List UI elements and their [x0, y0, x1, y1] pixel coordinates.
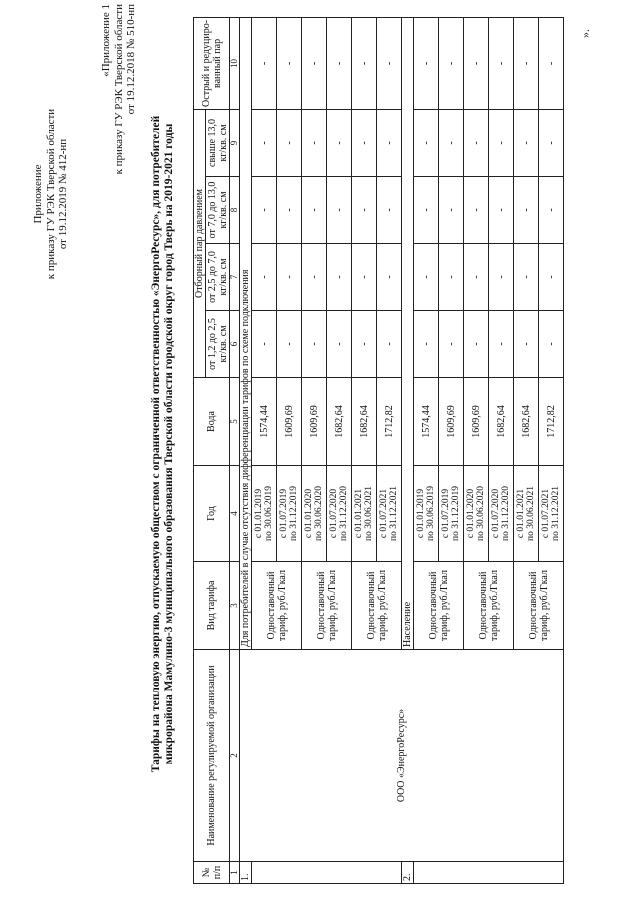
period-cell [302, 466, 327, 562]
water-tariff-value: 1609,69 [302, 378, 327, 466]
column-index: 10 [230, 17, 240, 109]
water-tariff-value: 1682,64 [514, 378, 539, 466]
period-cell [277, 466, 302, 562]
previous-appendix-line: к приказу ГУ РЭК Тверской области [112, 4, 125, 175]
period-cell [489, 466, 514, 562]
period-cell [539, 466, 564, 562]
steam-tariff-value: - [464, 109, 489, 176]
steam-tariff-value: - [302, 177, 327, 244]
period-line: с 01.01.2020 [304, 488, 314, 539]
water-tariff-value: 1712,82 [377, 378, 402, 466]
steam-tariff-value: - [377, 177, 402, 244]
steam-tariff-value: - [277, 109, 302, 176]
period-line: по 31.12.2020 [501, 486, 511, 541]
header-num: № п/п [194, 862, 230, 884]
period-line: с 01.07.2020 [491, 488, 501, 539]
steam-tariff-value: - [489, 311, 514, 378]
steam-tariff-value: - [277, 177, 302, 244]
tariff-type: Одноставочный тариф, руб./Гкал [252, 562, 302, 650]
previous-appendix-line: от 19.12.2018 № 510-нп [125, 4, 137, 115]
steam-tariff-value: - [377, 311, 402, 378]
organization-name: ООО «ЭнергоРесурс» [240, 650, 564, 862]
water-tariff-value: 1574,44 [414, 378, 439, 466]
period-line: с 01.07.2020 [329, 488, 339, 539]
period-line: по 31.12.2019 [451, 486, 461, 541]
header-steam-group: Отборный пар давлением [194, 109, 206, 377]
header-steam-1: от 1,2 до 2,5 кг/кв. см [206, 311, 230, 378]
column-index-row [230, 17, 240, 883]
steam-tariff-value: - [252, 17, 277, 109]
header-steam-4: свыше 13,0 кг/кв. см [206, 109, 230, 176]
column-index: 1 [230, 862, 240, 884]
closing-quote: ». [578, 29, 592, 38]
water-tariff-value: 1574,44 [252, 378, 277, 466]
period-line: по 30.06.2020 [476, 486, 486, 541]
water-tariff-value: 1609,69 [277, 378, 302, 466]
steam-tariff-value: - [439, 244, 464, 311]
steam-tariff-value: - [414, 244, 439, 311]
steam-tariff-value: - [539, 17, 564, 109]
group-caption: Для потребителей в случае отсутствия дифференциации тарифов по схеме подключения [240, 17, 252, 649]
steam-tariff-value: - [514, 311, 539, 378]
steam-tariff-value: - [327, 17, 352, 109]
title-line-2: микрорайона Мамулино-3 муниципального образования Тверской области городской округ город Тверь на 2019-2021 годы [163, 123, 175, 765]
water-tariff-value: 1712,82 [539, 378, 564, 466]
period-cell [464, 466, 489, 562]
period-line: с 01.01.2021 [354, 488, 364, 539]
steam-tariff-value: - [277, 311, 302, 378]
tariff-type: Одноставочный тариф, руб./Гкал [414, 562, 464, 650]
period-line: по 30.06.2019 [264, 486, 274, 541]
steam-tariff-value: - [352, 177, 377, 244]
column-index: 4 [230, 466, 240, 562]
period-cell [439, 466, 464, 562]
steam-tariff-value: - [464, 177, 489, 244]
steam-tariff-value: - [414, 311, 439, 378]
steam-tariff-value: - [539, 244, 564, 311]
appendix-header [32, 84, 70, 304]
column-index: 5 [230, 378, 240, 466]
period-line: с 01.07.2019 [279, 488, 289, 539]
period-line: по 30.06.2021 [364, 486, 374, 541]
steam-tariff-value: - [277, 17, 302, 109]
steam-tariff-value: - [252, 311, 277, 378]
appendix-header-line: от 19.12.2019 № 412-нп [57, 138, 69, 250]
column-index: 7 [230, 244, 240, 311]
steam-tariff-value: - [514, 109, 539, 176]
steam-tariff-value: - [539, 109, 564, 176]
row-number-blank [414, 862, 564, 884]
steam-tariff-value: - [514, 177, 539, 244]
tariff-type: Одноставочный тариф, руб./Гкал [352, 562, 402, 650]
steam-tariff-value: - [302, 311, 327, 378]
appendix-header-line: Приложение [32, 164, 44, 224]
period-cell [352, 466, 377, 562]
water-tariff-value: 1609,69 [464, 378, 489, 466]
steam-tariff-value: - [414, 109, 439, 176]
steam-tariff-value: - [539, 177, 564, 244]
header-sharp-steam: Острый и редуциро-ванный пар [194, 17, 230, 109]
period-line: с 01.01.2019 [254, 488, 264, 539]
period-line: с 01.01.2020 [466, 488, 476, 539]
steam-tariff-value: - [514, 17, 539, 109]
period-cell [377, 466, 402, 562]
period-line: по 31.12.2020 [339, 486, 349, 541]
period-line: с 01.01.2019 [416, 488, 426, 539]
steam-tariff-value: - [377, 109, 402, 176]
previous-appendix-reference [100, 4, 138, 244]
period-cell [327, 466, 352, 562]
header-organization: Наименование регулируемой организации [194, 650, 230, 862]
steam-tariff-value: - [252, 244, 277, 311]
steam-tariff-value: - [377, 244, 402, 311]
steam-tariff-value: - [302, 244, 327, 311]
header-year: Год [194, 466, 230, 562]
group-caption: Население [402, 17, 414, 649]
header-steam-3: от 7,0 до 13,0 кг/кв. см [206, 177, 230, 244]
water-tariff-value: 1682,64 [352, 378, 377, 466]
steam-tariff-value: - [514, 244, 539, 311]
steam-tariff-value: - [327, 311, 352, 378]
header-water: Вода [194, 378, 230, 466]
steam-tariff-value: - [439, 17, 464, 109]
steam-tariff-value: - [464, 311, 489, 378]
steam-tariff-value: - [302, 17, 327, 109]
period-line: с 01.07.2021 [379, 488, 389, 539]
steam-tariff-value: - [352, 244, 377, 311]
column-index: 3 [230, 562, 240, 650]
period-line: по 30.06.2021 [526, 486, 536, 541]
steam-tariff-value: - [377, 17, 402, 109]
steam-tariff-value: - [414, 17, 439, 109]
steam-tariff-value: - [489, 109, 514, 176]
steam-tariff-value: - [464, 17, 489, 109]
steam-tariff-value: - [489, 177, 514, 244]
period-cell [414, 466, 439, 562]
row-number: 1. [240, 862, 252, 884]
title-line-1: Тарифы на тепловую энергию, отпускаемую обществом с ограниченной ответственностью «ЭнергоРесурс», для потребителей [150, 115, 162, 773]
steam-tariff-value: - [327, 109, 352, 176]
period-line: с 01.07.2019 [441, 488, 451, 539]
period-line: с 01.07.2021 [541, 488, 551, 539]
tariff-type: Одноставочный тариф, руб./Гкал [302, 562, 352, 650]
header-tariff-type: Вид тарифа [194, 562, 230, 650]
table-body [240, 17, 564, 883]
period-line: по 31.12.2019 [289, 486, 299, 541]
column-index: 6 [230, 311, 240, 378]
steam-tariff-value: - [277, 244, 302, 311]
row-number-blank [252, 862, 402, 884]
water-tariff-value: 1682,64 [489, 378, 514, 466]
appendix-header-line: к приказу ГУ РЭК Тверской области [44, 108, 57, 280]
period-line: по 31.12.2021 [389, 486, 399, 541]
steam-tariff-value: - [414, 177, 439, 244]
previous-appendix-line: «Приложение 1 [100, 4, 112, 77]
steam-tariff-value: - [489, 17, 514, 109]
steam-tariff-value: - [439, 311, 464, 378]
tariff-type: Одноставочный тариф, руб./Гкал [464, 562, 514, 650]
steam-tariff-value: - [352, 311, 377, 378]
steam-tariff-value: - [464, 244, 489, 311]
steam-tariff-value: - [439, 109, 464, 176]
steam-tariff-value: - [439, 177, 464, 244]
period-cell [252, 466, 277, 562]
steam-tariff-value: - [352, 17, 377, 109]
steam-tariff-value: - [539, 311, 564, 378]
steam-tariff-value: - [302, 109, 327, 176]
steam-tariff-value: - [489, 244, 514, 311]
steam-tariff-value: - [327, 244, 352, 311]
water-tariff-value: 1609,69 [439, 378, 464, 466]
group-caption-row [240, 17, 252, 883]
steam-tariff-value: - [252, 177, 277, 244]
period-cell [514, 466, 539, 562]
column-index: 8 [230, 177, 240, 244]
row-number: 2. [402, 862, 414, 884]
period-line: с 01.01.2021 [516, 488, 526, 539]
water-tariff-value: 1682,64 [327, 378, 352, 466]
period-line: по 31.12.2021 [551, 486, 561, 541]
header-steam-2: от 2,5 до 7,0 кг/кв. см [206, 244, 230, 311]
tariff-table [193, 17, 564, 884]
tariff-type: Одноставочный тариф, руб./Гкал [514, 562, 564, 650]
steam-tariff-value: - [252, 109, 277, 176]
steam-tariff-value: - [352, 109, 377, 176]
steam-tariff-value: - [327, 177, 352, 244]
column-index: 9 [230, 109, 240, 176]
column-index: 2 [230, 650, 240, 862]
document-title [150, 54, 176, 834]
period-line: по 30.06.2020 [314, 486, 324, 541]
period-line: по 30.06.2019 [426, 486, 436, 541]
